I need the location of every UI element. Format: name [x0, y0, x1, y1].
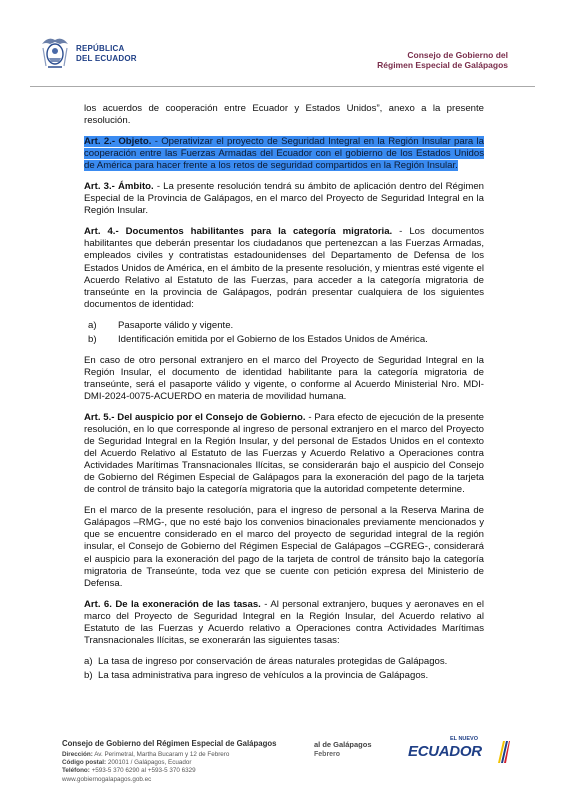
phone-label: Teléfono:: [62, 767, 90, 774]
council-line-1: Consejo de Gobierno del: [407, 50, 508, 60]
list-item: [84, 320, 484, 332]
coat-of-arms-icon: [38, 34, 72, 72]
header-divider: [30, 86, 535, 87]
article-3-text: - La presente resolución tendrá su ámbito de aplicación dentro del Régimen Especial de la Provincia de Galápagos, en el marco del Proyecto de Seguridad Integral en la Región Insular.: [84, 181, 484, 217]
article-5-paragraph-2: En el marco de la presente resolución, para el ingreso de personal a la Reserva Marina de Galápagos –RMG-, que no esté bajo los convenios binacionales previamente mencionados y que se encuentre considerado en el marco del proyecto de seguridad integral de la región insular, el Consejo de Gobierno del Régimen Especial de Galápagos –CGREG-, considerará el auspicio para la exoneración del pago de la tarjeta de control de tránsito bajo la categoría migratoria de Transeúnte, toda vez que se cuente con petición expresa del Ministerio de Defensa.: [84, 505, 484, 589]
list-marker: a): [84, 655, 93, 667]
list-item-text: La tasa de ingreso por conservación de áreas naturales protegidas de Galápagos.: [98, 655, 448, 667]
address-value: Av. Perimetral, Martha Bucaram y 12 de Febrero: [92, 751, 230, 758]
article-2-text: - Operativizar el proyecto de Seguridad Integral en la Región Insular para la cooperación entre las Fuerzas Armadas del Ecuador con el gobierno de los Estados Unidos de América para hacer frente a los retos de seguridad compartidos en la Región Insular.: [84, 136, 484, 172]
footer-organization: Consejo de Gobierno del Régimen Especial de Galápagos: [62, 739, 277, 748]
page-footer: [0, 735, 563, 800]
list-item: [84, 670, 484, 682]
postal-label: Código postal:: [62, 759, 107, 766]
footer-website: www.gobiernogalapagos.gob.ec: [62, 776, 152, 783]
list-marker: b): [84, 669, 93, 681]
article-6-title: Art. 6. De la exoneración de las tasas.: [84, 598, 261, 610]
postal-value: 200101 / Galápagos, Ecuador: [106, 759, 192, 766]
logo-line-2: DEL ECUADOR: [76, 54, 137, 63]
article-6: [84, 599, 484, 647]
article-6-list: [84, 656, 484, 682]
phone-value: +593-5 370 6290 al +593-5 370 6329: [89, 767, 196, 774]
paragraph-intro: los acuerdos de cooperación entre Ecuador y Estados Unidos”, anexo a la presente resolución.: [84, 103, 484, 127]
article-4: [84, 226, 484, 310]
article-4-list: [84, 320, 484, 346]
logo-line-1: REPÚBLICA: [76, 44, 125, 53]
list-item: [84, 334, 484, 346]
footer-overlap-text-2: Febrero: [314, 751, 341, 758]
list-marker: b): [88, 333, 97, 345]
article-5-text: - Para efecto de ejecución de la presente resolución, en lo que corresponde al ingreso de personal extranjero en el marco del Proyecto de Seguridad Integral en la Región Insular, y del personal de Estados Unidos en el contexto del Acuerdo Relativo al Estatuto de las Fuerzas y Acuerdo Relativo a Operaciones contra Actividades Marítimas Transnacionales Ilícitas, se considerarán bajo el auspicio del Consejo de Gobierno del Régimen Especial de Galápagos para la exoneración del pago de la tarjeta de control de tránsito bajo la categoría migratoria que la autoridad competente determine.: [84, 411, 484, 496]
article-5: [84, 412, 484, 496]
brand-big-text: ECUADOR: [408, 743, 482, 760]
selection-highlight[interactable]: [84, 136, 484, 171]
footer-address: [62, 751, 229, 759]
address-label: Dirección:: [62, 751, 93, 758]
footer-postal: [62, 759, 192, 767]
list-item-text: Identificación emitida por el Gobierno de los Estados Unidos de América.: [118, 333, 428, 345]
article-2-title: Art. 2.- Objeto.: [84, 136, 152, 148]
brand-small-text: EL NUEVO: [449, 736, 478, 742]
article-3: [84, 181, 484, 217]
article-5-title: Art. 5.- Del auspicio por el Consejo de Gobierno.: [84, 411, 306, 423]
document-body: [84, 103, 484, 691]
footer-phone: [62, 767, 196, 775]
council-line-2: Régimen Especial de Galápagos: [377, 60, 508, 70]
article-4-text: - Los documentos habilitantes que deberán presentar los ciudadanos que pertenezcan a las Fuerzas Armadas, empleados civiles y contratistas estadounidenses del Departamento de Defensa de los Estados Unidos de América, en el ámbito de la presente resolución, y mientras esté vigente el Acuerdo Relativo al Estatuto de las Fuerzas, para acceder a la categoría migratoria de transeúnte en la provincia de Galápagos, podrán presentar cualquiera de los siguientes documentos de identidad:: [84, 226, 484, 310]
page-header: [0, 0, 563, 90]
list-item-text: La tasa administrativa para ingreso de vehículos a la provincia de Galápagos.: [98, 669, 429, 681]
article-2: [84, 136, 484, 172]
council-header: [377, 50, 508, 70]
flag-stripes-icon: [496, 739, 510, 765]
article-4-paragraph-2: En caso de otro personal extranjero en el marco del Proyecto de Seguridad Integral en la Región Insular, el documento de identidad habilitante para la categoría migratoria de transeúnte, será el pasaporte válido y vigente, o conforme al Acuerdo Ministerial Nro. MDI-DMI-2024-0075-ACUERDO en materia de movilidad humana.: [84, 354, 484, 402]
article-6-text: - Al personal extranjero, buques y aeronaves en el marco del Proyecto de Seguridad Integral en la Región Insular, del Acuerdo relativo al Estatuto de las Fuerzas y Acuerdo relativo a Operaciones contra Actividades Marítimas Transnacionales Ilícitas, se exonerarán las siguientes tasas:: [84, 598, 485, 646]
article-3-title: Art. 3.- Ámbito.: [84, 181, 154, 193]
footer-overlap-text-1: al de Galápagos: [314, 740, 372, 749]
republic-logo-text: [76, 44, 137, 64]
list-item: [84, 656, 484, 668]
list-marker: a): [88, 319, 97, 331]
list-item-text: Pasaporte válido y vigente.: [118, 319, 234, 331]
el-nuevo-ecuador-logo: [408, 736, 518, 768]
article-4-title: Art. 4.- Documentos habilitantes para la categoría migratoria.: [84, 226, 393, 238]
